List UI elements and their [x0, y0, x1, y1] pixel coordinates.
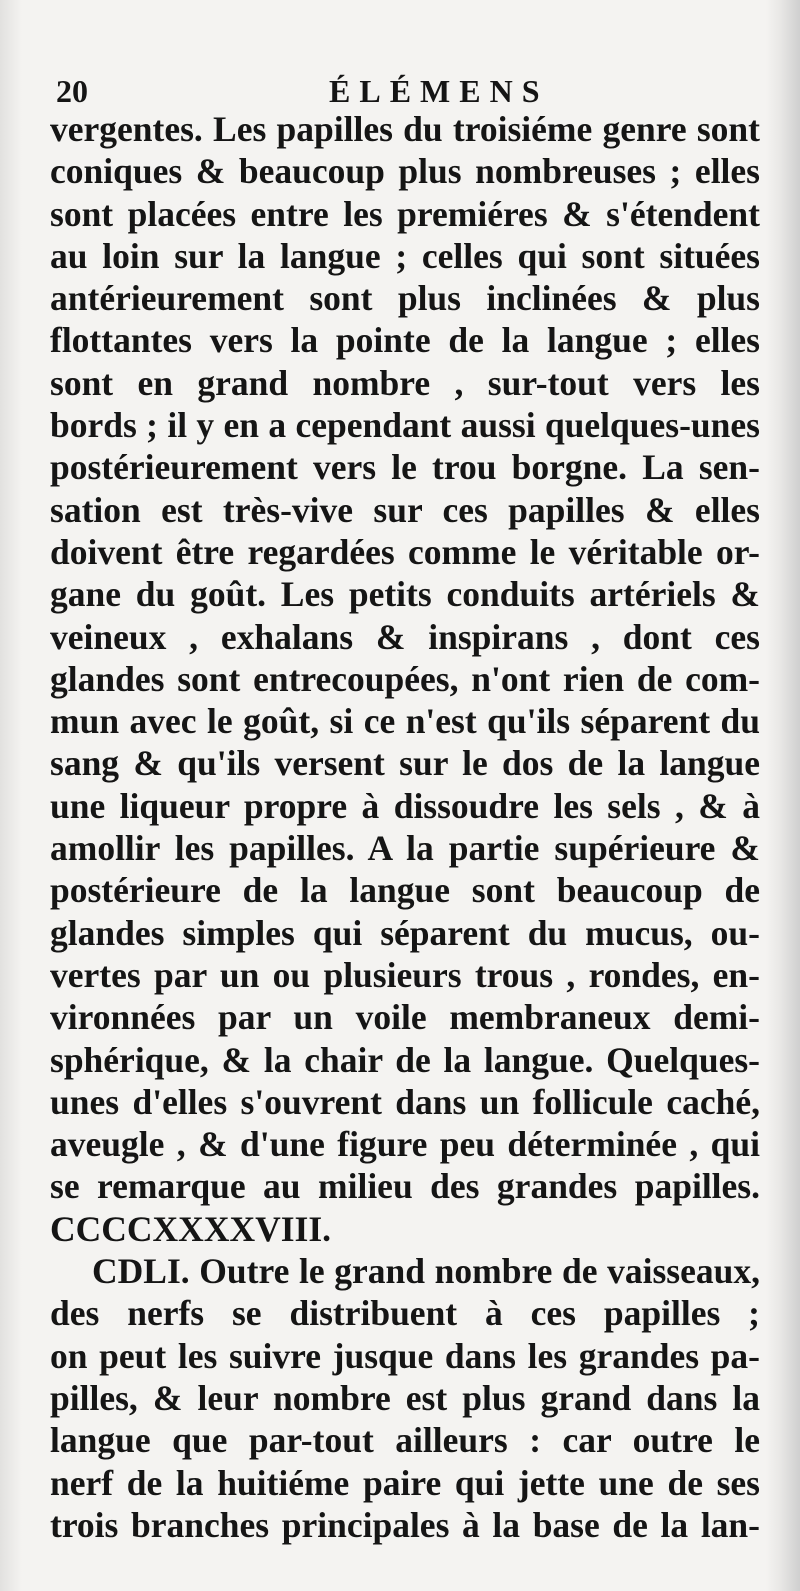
text-line: gane du goût. Les petits conduits artériels &: [50, 574, 760, 615]
text-line: glandes sont entrecoupées, n'ont rien de com-: [50, 658, 760, 699]
text-line: on peut les suivre jusque dans les grandes pa-: [50, 1335, 760, 1376]
text-line: au loin sur la langue ; celles qui sont situées: [50, 235, 760, 276]
paragraph-cdli-start: CDLI. Outre le grand nombre de vaisseaux,: [92, 1251, 760, 1292]
text-line: aveugle , & d'une figure peu déterminée , qui: [50, 1124, 760, 1165]
text-line: une liqueur propre à dissoudre les sels , & à: [50, 785, 760, 826]
text-line: glandes simples qui séparent du mucus, ou-: [50, 912, 760, 953]
text-line: mun avec le goût, si ce n'est qu'ils séparent du: [50, 701, 760, 742]
text-line: flottantes vers la pointe de la langue ; elles: [50, 320, 760, 361]
text-line: vironnées par un voile membraneux demi-: [50, 997, 760, 1038]
body-text: [50, 108, 760, 1546]
text-line: des nerfs se distribuent à ces papilles ;: [50, 1293, 760, 1334]
text-line: veineux , exhalans & inspirans , dont ces: [50, 616, 760, 657]
text-line: unes d'elles s'ouvrent dans un follicule caché,: [50, 1081, 760, 1122]
running-title: ÉLÉMENS: [329, 73, 549, 109]
text-line: postérieurement vers le trou borgne. La sen-: [50, 447, 760, 488]
text-line: sont placées entre les premiéres & s'étendent: [50, 193, 760, 234]
text-line: antérieurement sont plus inclinées & plus: [50, 278, 760, 319]
text-line: sphérique, & la chair de la langue. Quelques-: [50, 1039, 760, 1080]
text-line: amollir les papilles. A la partie supérieure &: [50, 828, 760, 869]
text-line: postérieure de la langue sont beaucoup de: [50, 870, 760, 911]
text-line: sation est très-vive sur ces papilles & elles: [50, 489, 760, 530]
text-line: vertes par un ou plusieurs trous , rondes, en-: [50, 954, 760, 995]
text-line: pilles, & leur nombre est plus grand dans la: [50, 1377, 760, 1418]
text-line: vergentes. Les papilles du troisiéme genre sont: [50, 109, 760, 149]
text-line: nerf de la huitiéme paire qui jette une de ses: [50, 1462, 760, 1503]
text-line: se remarque au milieu des grandes papilles.: [50, 1166, 760, 1207]
text-line: bords ; il y en a cependant aussi quelques-unes: [50, 405, 760, 446]
text-line: langue que par-tout ailleurs : car outre le: [50, 1420, 760, 1461]
text-line: doivent être regardées comme le véritable or-: [50, 531, 760, 572]
page-number: 20: [56, 73, 88, 109]
text-line: coniques & beaucoup plus nombreuses ; elles: [50, 151, 760, 192]
text-line: sont en grand nombre , sur-tout vers les: [50, 362, 760, 403]
section-reference: CCCCXXXXVIII.: [50, 1208, 332, 1249]
text-line: trois branches principales à la base de la lan-: [50, 1504, 760, 1545]
text-line: sang & qu'ils versent sur le dos de la langue: [50, 743, 760, 784]
